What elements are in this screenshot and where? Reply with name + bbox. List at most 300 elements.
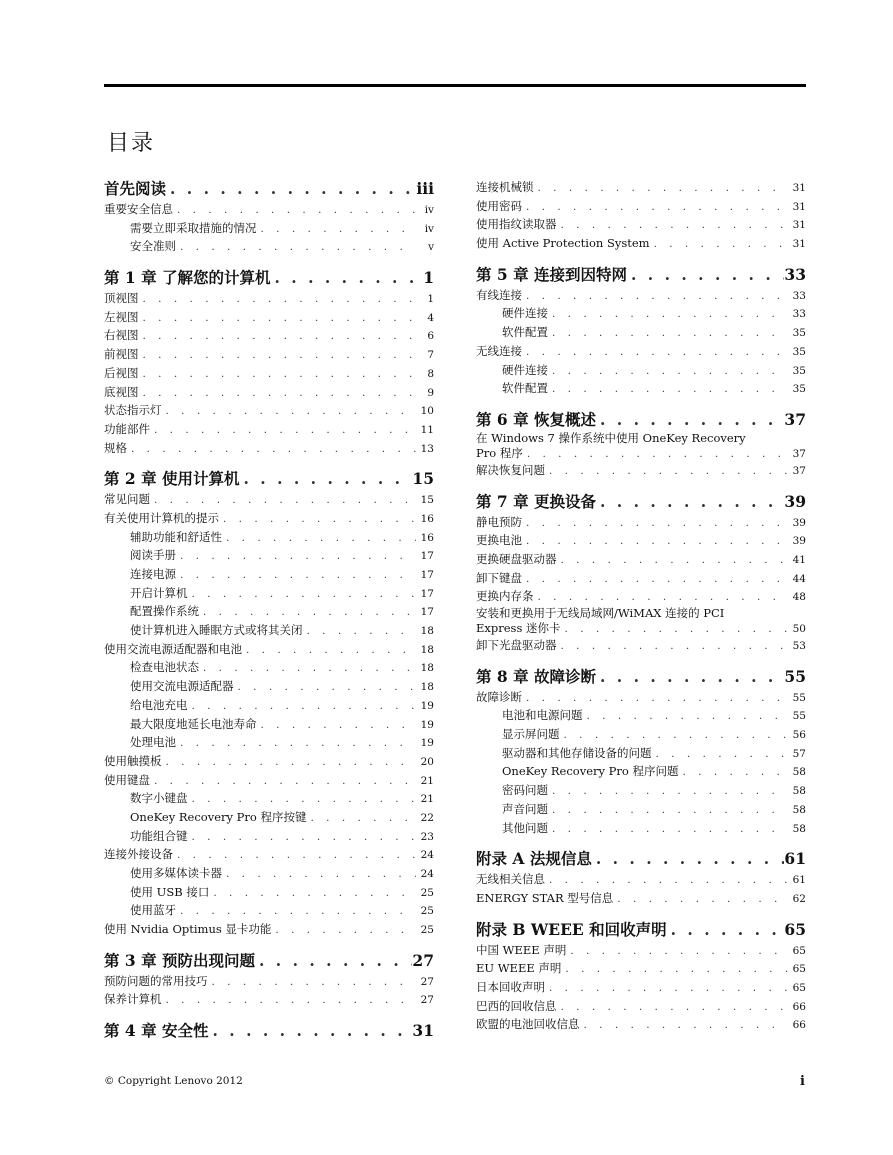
toc-page-number: 31 [412, 1021, 434, 1041]
toc-entry[interactable] [476, 620, 806, 636]
toc-entry-title: 在 Windows 7 操作系统中使用 OneKey Recovery [476, 430, 746, 445]
toc-subentry[interactable] [476, 304, 806, 323]
dot-leader [150, 421, 416, 439]
toc-page-number: 35 [792, 345, 806, 358]
toc-entry[interactable] [104, 972, 434, 991]
dot-leader [188, 697, 417, 715]
toc-entry-title: 显示屏问题 [502, 727, 560, 742]
dot-leader [545, 979, 788, 997]
dot-leader [173, 846, 416, 864]
toc-page-number: 17 [420, 587, 434, 600]
dot-leader [162, 402, 417, 420]
dot-leader [678, 763, 788, 781]
toc-page-number: 62 [792, 892, 806, 905]
toc-page-number: 35 [792, 364, 806, 377]
dot-leader [522, 514, 788, 532]
toc-entry[interactable] [476, 531, 806, 550]
toc-entry-title: 预防问题的常用技巧 [104, 973, 208, 988]
toc-page-number: 33 [792, 289, 806, 302]
toc-chapter-heading[interactable] [476, 919, 806, 941]
dot-leader [306, 809, 416, 827]
toc-entry-title: 状态指示灯 [104, 403, 162, 418]
dot-leader [548, 380, 788, 398]
toc-entry-title: 无线相关信息 [476, 872, 545, 887]
toc-page-number: 18 [420, 625, 434, 638]
toc-entry-title: 左视图 [104, 309, 139, 324]
toc-page-number: 56 [792, 729, 806, 742]
dot-leader [176, 566, 416, 584]
toc-entry-title: 解决恢复问题 [476, 462, 545, 477]
toc-chapter-heading[interactable] [104, 178, 434, 200]
toc-subentry[interactable] [104, 621, 434, 640]
toc-entry-title: 开启计算机 [130, 585, 188, 600]
toc-entry[interactable] [476, 286, 806, 305]
toc-page-number: v [428, 241, 434, 254]
toc-page-number: 10 [420, 405, 434, 418]
toc-page-number: 37 [792, 464, 806, 477]
toc-page-number: 37 [784, 409, 806, 429]
toc-page-number: 6 [427, 330, 434, 343]
toc-entry[interactable] [476, 587, 806, 606]
toc-entry-title: 使用交流电源适配器和电池 [104, 641, 242, 656]
dot-leader [557, 551, 789, 569]
dot-leader [566, 942, 788, 960]
dot-leader [545, 871, 788, 889]
dot-leader [139, 384, 417, 402]
toc-entry[interactable] [476, 636, 806, 655]
toc-entry[interactable] [104, 289, 434, 308]
dot-leader [139, 365, 417, 383]
dot-leader [522, 689, 788, 707]
dot-leader [176, 902, 416, 920]
toc-entry[interactable] [476, 342, 806, 361]
toc-entry-title: 硬件连接 [502, 306, 548, 321]
toc-page-number: 31 [792, 182, 806, 194]
toc-page-number: 33 [792, 308, 806, 321]
toc-subentry[interactable] [104, 546, 434, 565]
toc-entry-title: 驱动器和其他存储设备的问题 [502, 745, 652, 760]
dot-leader [176, 547, 416, 565]
dot-leader [522, 198, 788, 216]
toc-page-number: 15 [412, 469, 434, 489]
toc-page-number: 65 [784, 919, 806, 939]
toc-page-number: 1 [423, 268, 434, 288]
toc-entry-title: 右视图 [104, 328, 139, 343]
toc-page-number: 55 [784, 666, 806, 686]
toc-page-number: 39 [792, 516, 806, 529]
toc-subentry[interactable] [104, 584, 434, 603]
toc-entry[interactable] [476, 569, 806, 588]
toc-entry-title: 静电预防 [476, 514, 522, 529]
toc-subentry[interactable] [476, 800, 806, 819]
copyright-notice: © Copyright Lenovo 2012 [104, 1075, 243, 1087]
dot-leader [188, 828, 417, 846]
toc-page-number: 39 [792, 535, 806, 548]
toc-page-number: 48 [792, 591, 806, 604]
toc-page-number: 66 [792, 1000, 806, 1013]
toc-subentry[interactable] [476, 379, 806, 398]
toc-chapter-heading[interactable] [104, 267, 434, 289]
toc-chapter-heading[interactable] [476, 264, 806, 286]
dot-leader [548, 801, 788, 819]
toc-entry-title: 使用多媒体读卡器 [130, 866, 222, 880]
toc-entry-title: 使用密码 [476, 198, 522, 213]
toc-entry-title: 功能部件 [104, 421, 150, 436]
toc-page-number: 53 [792, 640, 806, 652]
toc-subentry[interactable] [104, 602, 434, 621]
toc-entry-title: 需要立即采取措施的情况 [130, 220, 257, 235]
toc-page-number: 15 [420, 494, 434, 507]
dot-leader [548, 324, 788, 342]
toc-entry[interactable] [476, 997, 806, 1016]
toc-page-number: 4 [427, 311, 434, 324]
toc-subentry[interactable] [476, 323, 806, 342]
dot-leader [545, 462, 788, 480]
toc-entry-title: 第 3 章 预防出现问题 [104, 950, 255, 970]
dot-leader [534, 588, 789, 606]
toc-entry[interactable] [476, 870, 806, 889]
toc-chapter-heading[interactable] [476, 491, 806, 513]
toc-entry[interactable] [104, 383, 434, 402]
toc-entry[interactable] [476, 1015, 806, 1034]
toc-entry-title: 使用 Nvidia Optimus 显卡功能 [104, 922, 272, 937]
dot-leader [596, 666, 784, 688]
toc-entry-title: 更换硬盘驱动器 [476, 551, 557, 566]
toc-entry[interactable] [104, 401, 434, 420]
toc-subentry[interactable] [104, 733, 434, 752]
toc-page-number: 27 [420, 994, 434, 1007]
toc-page-number: 55 [792, 691, 806, 704]
toc-page-number: 19 [420, 718, 434, 731]
toc-entry-title: 中国 WEEE 声明 [476, 942, 567, 957]
toc-entry-title: 电池和电源问题 [502, 708, 583, 723]
toc-entry[interactable] [476, 978, 806, 997]
page-title: 目录 [107, 131, 156, 156]
toc-entry-title: 检查电池状态 [130, 660, 199, 675]
toc-entry[interactable] [104, 200, 434, 219]
dot-leader [162, 753, 417, 771]
dot-leader [188, 585, 417, 603]
toc-entry[interactable] [104, 845, 434, 864]
toc-entry[interactable] [476, 889, 806, 908]
toc-entry-title: 保养计算机 [104, 992, 162, 1007]
toc-page-number: 31 [792, 238, 806, 251]
toc-entry-title: 使用触摸板 [104, 753, 162, 768]
toc-subentry[interactable] [476, 762, 806, 781]
toc-page-number: 19 [420, 737, 434, 750]
toc-entry[interactable] [104, 640, 434, 659]
dot-leader [208, 1020, 412, 1042]
dot-leader [139, 309, 417, 327]
toc-page-number: 41 [792, 553, 806, 566]
toc-entry-title: 更换电池 [476, 533, 522, 548]
toc-subentry[interactable] [104, 658, 434, 677]
dot-leader [560, 726, 789, 744]
toc-entry[interactable] [104, 752, 434, 771]
dot-leader [548, 820, 788, 838]
toc-page-number: 17 [420, 550, 434, 563]
toc-column-left [104, 178, 434, 1042]
toc-entry-title: 处理电池 [130, 735, 176, 750]
toc-page-number: 13 [420, 442, 434, 455]
toc-page-number: 65 [792, 963, 806, 976]
toc-entry-title: ENERGY STAR 型号信息 [476, 890, 614, 905]
dot-leader [255, 950, 412, 972]
dot-leader [667, 919, 785, 941]
toc-page-number: 37 [792, 447, 806, 460]
toc-entry[interactable] [476, 550, 806, 569]
toc-page-number: 58 [792, 803, 806, 816]
toc-entry-title: EU WEEE 声明 [476, 961, 562, 976]
toc-chapter-heading[interactable] [104, 950, 434, 972]
dot-leader [162, 991, 417, 1009]
toc-page-number: 31 [792, 200, 806, 213]
dot-leader [557, 998, 789, 1016]
dot-leader [557, 216, 789, 234]
dot-leader [561, 960, 788, 978]
toc-page-number: 57 [792, 747, 806, 760]
toc-entry-title: 使用 USB 接口 [130, 884, 210, 899]
toc-entry-title: 首先阅读 [104, 179, 167, 198]
toc-entry-title: 第 8 章 故障诊断 [476, 666, 596, 686]
toc-page-number: 8 [427, 367, 434, 380]
toc-entry-title: 卸下键盘 [476, 570, 522, 585]
toc-entry[interactable] [104, 345, 434, 364]
dot-leader [176, 238, 416, 256]
toc-entry-title: 其他问题 [502, 820, 548, 835]
header-rule [104, 84, 806, 87]
toc-page-number: 58 [792, 822, 806, 835]
toc-entry[interactable] [104, 420, 434, 439]
dot-leader [596, 409, 784, 431]
toc-entry-title: 连接机械锁 [476, 180, 534, 194]
toc-entry-title: 给电池充电 [130, 697, 188, 712]
dot-leader [199, 659, 416, 677]
dot-leader [548, 782, 788, 800]
toc-page-number: 21 [420, 774, 434, 787]
toc-subentry[interactable] [476, 361, 806, 380]
toc-entry-title: 最大限度地延长电池寿命 [130, 716, 257, 731]
dot-leader [650, 235, 788, 253]
toc-subentry[interactable] [104, 237, 434, 256]
toc-entry-title: 功能组合键 [130, 828, 188, 843]
toc-entry-title: 安装和更换用于无线局域网/WiMAX 连接的 PCI [476, 606, 725, 620]
toc-page-number: 16 [420, 512, 434, 525]
toc-entry-title: 软件配置 [502, 381, 548, 396]
dot-leader [188, 790, 417, 808]
toc-entry[interactable] [476, 606, 806, 636]
toc-entry[interactable] [476, 178, 806, 197]
toc-entry-title: 有线连接 [476, 287, 522, 302]
toc-entry-title: 重要安全信息 [104, 202, 173, 216]
dot-leader [209, 884, 416, 902]
dot-leader [548, 362, 788, 380]
toc-page-number: 61 [784, 849, 806, 869]
dot-leader [222, 529, 416, 547]
toc-entry[interactable] [104, 326, 434, 345]
toc-page-number: 50 [792, 623, 806, 635]
toc-chapter-heading[interactable] [104, 1020, 434, 1042]
toc-subentry[interactable] [104, 864, 434, 883]
toc-page-number: 25 [420, 905, 434, 918]
toc-entry-title: 连接外接设备 [104, 847, 173, 862]
toc-subentry[interactable] [104, 883, 434, 902]
toc-entry-title: 巴西的回收信息 [476, 998, 557, 1013]
toc-entry[interactable] [104, 308, 434, 327]
toc-entry-title: 常见问题 [104, 492, 150, 507]
dot-leader [242, 641, 416, 659]
dot-leader [139, 290, 417, 308]
toc-subentry[interactable] [104, 677, 434, 696]
dot-leader [139, 327, 417, 345]
toc-entry[interactable] [104, 920, 434, 939]
toc-subentry[interactable] [104, 901, 434, 920]
dot-leader [173, 201, 416, 219]
toc-entry[interactable] [104, 490, 434, 509]
toc-page-number: 66 [792, 1019, 806, 1032]
dot-leader [176, 734, 416, 752]
toc-page-number: 17 [420, 606, 434, 619]
toc-page-number: 11 [420, 423, 434, 436]
toc-entry-title: OneKey Recovery Pro 程序按键 [130, 809, 307, 824]
toc-page-number: 55 [792, 710, 806, 723]
toc-entry-title: 日本回收声明 [476, 979, 545, 994]
toc-page-number: 58 [792, 766, 806, 779]
toc-chapter-heading[interactable] [104, 468, 434, 490]
toc-entry[interactable] [476, 234, 806, 253]
dot-leader [580, 1016, 789, 1034]
toc-entry-title: 第 5 章 连接到因特网 [476, 264, 627, 284]
toc-subentry[interactable] [104, 715, 434, 734]
toc-entry[interactable] [476, 941, 806, 960]
toc-page-number: 27 [412, 950, 434, 970]
toc-subentry[interactable] [476, 781, 806, 800]
dot-leader [199, 603, 416, 621]
toc-entry[interactable] [476, 513, 806, 532]
toc-entry-title: 前视图 [104, 347, 139, 362]
toc-page-number: 31 [792, 219, 806, 232]
toc-entry[interactable] [104, 364, 434, 383]
toc-page-number: 44 [792, 572, 806, 585]
dot-leader [150, 772, 416, 790]
toc-entry-title: 第 2 章 使用计算机 [104, 469, 240, 489]
toc-entry[interactable] [476, 461, 806, 480]
toc-page-number: iii [416, 179, 434, 198]
toc-entry[interactable] [104, 990, 434, 1009]
toc-entry[interactable] [476, 959, 806, 978]
toc-entry-title: 阅读手册 [130, 548, 176, 563]
toc-page-number: 16 [420, 531, 434, 544]
toc-page-number: 33 [784, 264, 806, 284]
toc-entry-title: 顶视图 [104, 291, 139, 306]
toc-chapter-heading[interactable] [476, 666, 806, 688]
toc-subentry[interactable] [104, 827, 434, 846]
toc-entry-title: 附录 A 法规信息 [476, 849, 592, 869]
toc-page-number: 21 [420, 793, 434, 806]
dot-leader [303, 622, 417, 640]
toc-page-number: 61 [792, 874, 806, 887]
toc-entry[interactable] [476, 445, 806, 461]
toc-entry-title: 第 1 章 了解您的计算机 [104, 268, 271, 288]
toc-page-number: iv [424, 222, 434, 235]
toc-page-number: 35 [792, 327, 806, 340]
page-number: i [800, 1074, 805, 1089]
toc-chapter-heading[interactable] [476, 409, 806, 431]
toc-entry[interactable] [104, 771, 434, 790]
toc-entry[interactable] [476, 688, 806, 707]
toc-subentry[interactable] [104, 808, 434, 827]
toc-entry-title: 安全准则 [130, 239, 176, 254]
toc-page-number: 18 [420, 662, 434, 675]
toc-subentry[interactable] [104, 565, 434, 584]
dot-leader [234, 678, 417, 696]
toc-entry[interactable] [476, 215, 806, 234]
toc-page-number: 24 [420, 868, 434, 880]
toc-subentry[interactable] [104, 219, 434, 238]
dot-leader [270, 267, 416, 289]
toc-entry-title: 第 6 章 恢复概述 [476, 409, 596, 429]
toc-subentry[interactable] [104, 789, 434, 808]
toc-chapter-heading[interactable] [476, 848, 806, 870]
toc-subentry[interactable] [476, 819, 806, 838]
toc-subentry[interactable] [476, 706, 806, 725]
toc-entry-title: 后视图 [104, 365, 139, 380]
toc-entry-title: 底视图 [104, 384, 139, 399]
toc-entry-title: OneKey Recovery Pro 程序问题 [502, 764, 679, 779]
toc-page-number: 65 [792, 944, 806, 957]
toc-entry-title: 使用 Active Protection System [476, 236, 650, 251]
dot-leader [557, 637, 789, 655]
toc-entry-title: 使用交流电源适配器 [130, 679, 234, 694]
toc-entry-title: Express 迷你卡 [476, 621, 561, 635]
toc-entry-title: 第 4 章 安全性 [104, 1021, 209, 1041]
toc-page-number: 39 [784, 491, 806, 511]
dot-leader [548, 305, 788, 323]
dot-leader [534, 179, 789, 197]
dot-leader [583, 707, 789, 725]
toc-page-number: 27 [420, 975, 434, 988]
dot-leader [219, 510, 416, 528]
dot-leader [592, 848, 785, 870]
toc-entry-title: 附录 B WEEE 和回收声明 [476, 919, 667, 939]
toc-subentry[interactable] [104, 696, 434, 715]
toc-entry-title: 密码问题 [502, 783, 548, 798]
toc-subentry[interactable] [104, 528, 434, 547]
dot-leader [222, 865, 416, 883]
toc-entry[interactable] [104, 509, 434, 528]
toc-page-number: 23 [420, 830, 434, 843]
toc-page-number: 65 [792, 981, 806, 994]
toc-entry[interactable] [104, 439, 434, 458]
toc-subentry[interactable] [476, 744, 806, 763]
dot-leader [627, 264, 784, 286]
toc-entry[interactable] [476, 197, 806, 216]
dot-leader [596, 491, 784, 513]
dot-leader [613, 890, 788, 908]
toc-entry-title: 无线连接 [476, 343, 522, 358]
dot-leader [523, 446, 788, 461]
toc-page-number: 25 [420, 924, 434, 937]
toc-entry-title: 更换内存条 [476, 589, 534, 604]
dot-leader [127, 440, 416, 458]
toc-entry[interactable] [476, 431, 806, 461]
toc-subentry[interactable] [476, 725, 806, 744]
toc-entry-title: 第 7 章 更换设备 [476, 491, 596, 511]
toc-entry-title: 故障诊断 [476, 689, 522, 704]
toc-page-number: 35 [792, 383, 806, 396]
toc-entry-title: 规格 [104, 440, 127, 455]
toc-entry-title: 使用键盘 [104, 772, 150, 787]
